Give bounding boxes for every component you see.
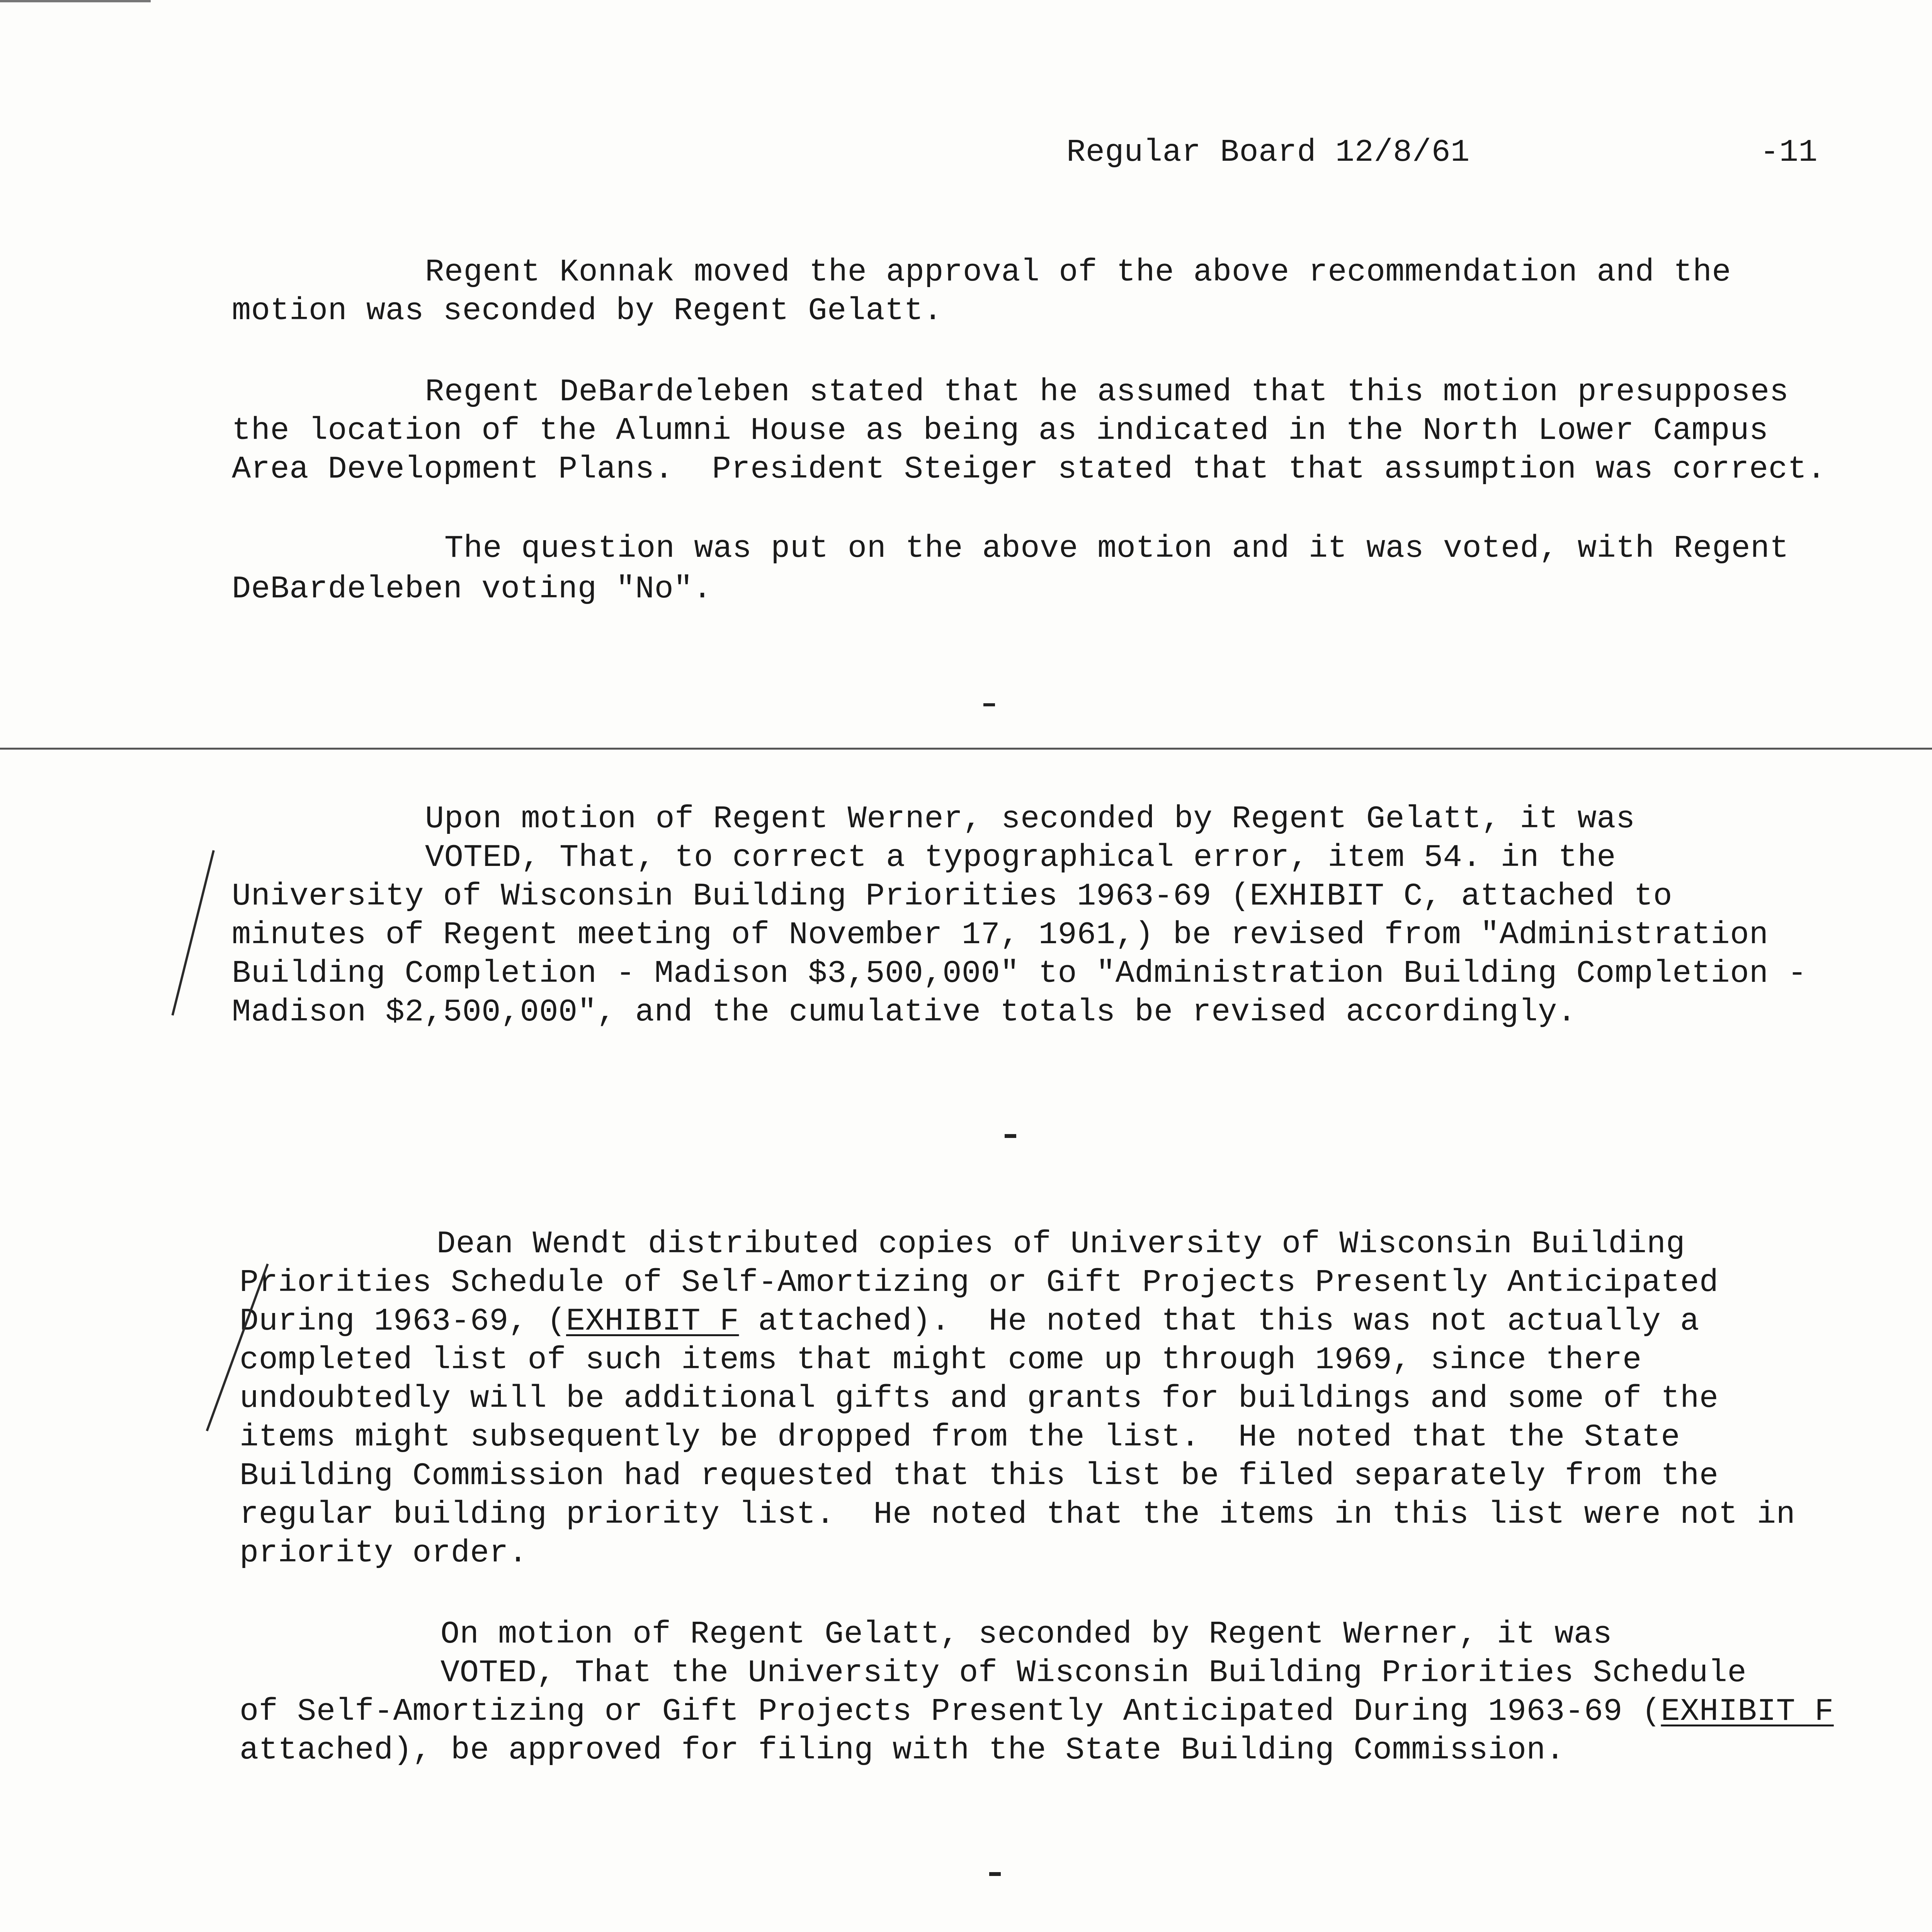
paragraph-line: Area Development Plans. President Steiger stated that that assumption was correct. xyxy=(232,451,1826,487)
paragraph-line: minutes of Regent meeting of November 17, 1961,) be revised from "Administration xyxy=(232,917,1769,953)
section-separator-mark xyxy=(983,703,995,706)
paragraph-line: attached), be approved for filing with the State Building Commission. xyxy=(240,1732,1565,1768)
text-run: attached). He noted that this was not actually a xyxy=(739,1303,1699,1339)
text-run: During 1963-69, ( xyxy=(240,1303,566,1339)
paragraph-line: Regent Konnak moved the approval of the above recommendation and the xyxy=(425,254,1731,290)
paragraph-line: completed list of such items that might come up through 1969, since there xyxy=(240,1342,1642,1378)
paragraph-line: Dean Wendt distributed copies of University of Wisconsin Building xyxy=(437,1226,1685,1262)
paragraph-line: The question was put on the above motion and it was voted, with Regent xyxy=(444,531,1789,566)
paragraph-line: Regent DeBardeleben stated that he assumed that this motion presupposes xyxy=(425,374,1789,410)
text-run: of Self-Amortizing or Gift Projects Presently Anticipated During 1963-69 ( xyxy=(240,1694,1661,1730)
paragraph-line: Building Commission had requested that this list be filed separately from the xyxy=(240,1458,1719,1494)
header-title: Regular Board 12/8/61 xyxy=(1066,134,1470,170)
exhibit-reference: EXHIBIT F xyxy=(1661,1694,1834,1730)
paragraph-line: DeBardeleben voting "No". xyxy=(232,571,712,607)
paragraph-line: Building Completion - Madison $3,500,000" to "Administration Building Completion - xyxy=(232,956,1807,992)
paragraph-line: items might subsequently be dropped from the list. He noted that the State xyxy=(240,1419,1680,1455)
section-separator-mark xyxy=(989,1872,1001,1876)
scan-edge-mark xyxy=(0,0,151,2)
paragraph-line: Madison $2,500,000", and the cumulative totals be revised accordingly. xyxy=(232,994,1577,1030)
section-separator-mark xyxy=(1005,1134,1016,1138)
paragraph-line: Priorities Schedule of Self-Amortizing or Gift Projects Presently Anticipated xyxy=(240,1265,1719,1301)
paragraph-line: motion was seconded by Regent Gelatt. xyxy=(232,293,943,329)
paragraph-line xyxy=(240,1692,1834,1731)
paragraph-line: priority order. xyxy=(240,1535,528,1571)
header-page-number: -11 xyxy=(1760,134,1818,170)
paragraph-line: VOTED, That the University of Wisconsin Building Priorities Schedule xyxy=(440,1655,1747,1691)
paragraph-line: University of Wisconsin Building Priorities 1963-69 (EXHIBIT C, attached to xyxy=(232,878,1673,914)
horizontal-rule xyxy=(0,748,1932,750)
exhibit-reference: EXHIBIT F xyxy=(566,1303,739,1339)
paragraph-line: undoubtedly will be additional gifts and grants for buildings and some of the xyxy=(240,1381,1719,1417)
paragraph-line: the location of the Alumni House as being as indicated in the North Lower Campus xyxy=(232,413,1769,449)
paragraph-line: On motion of Regent Gelatt, seconded by Regent Werner, it was xyxy=(440,1616,1612,1652)
paragraph-line: regular building priority list. He noted that the items in this list were not in xyxy=(240,1497,1796,1532)
paragraph-line: Upon motion of Regent Werner, seconded by Regent Gelatt, it was xyxy=(425,801,1635,837)
paragraph-line: VOTED, That, to correct a typographical error, item 54. in the xyxy=(425,840,1616,876)
paragraph-line xyxy=(240,1302,1699,1341)
margin-check-mark xyxy=(172,850,215,1015)
